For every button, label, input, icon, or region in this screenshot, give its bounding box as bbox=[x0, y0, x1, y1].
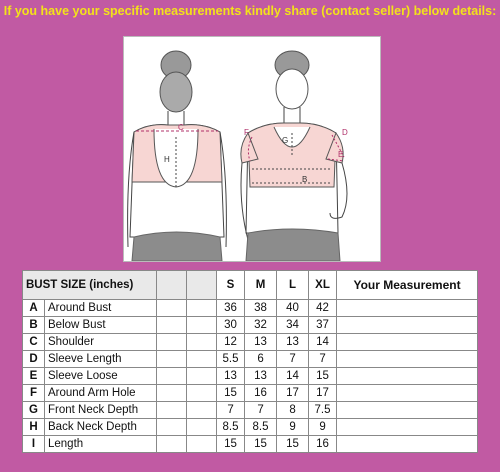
blank-cell bbox=[187, 419, 217, 436]
row-letter: B bbox=[23, 317, 45, 334]
table-row bbox=[23, 351, 478, 368]
size-value: 5.5 bbox=[217, 351, 245, 368]
size-value: 7 bbox=[245, 402, 277, 419]
blank-cell bbox=[187, 351, 217, 368]
blank-cell bbox=[157, 402, 187, 419]
blank-cell bbox=[157, 300, 187, 317]
row-label: Length bbox=[45, 436, 157, 453]
row-letter: F bbox=[23, 385, 45, 402]
size-value: 7.5 bbox=[309, 402, 337, 419]
size-value: 8.5 bbox=[217, 419, 245, 436]
size-value: 6 bbox=[245, 351, 277, 368]
size-value: 16 bbox=[309, 436, 337, 453]
table-row bbox=[23, 334, 478, 351]
row-label: Around Bust bbox=[45, 300, 157, 317]
row-letter: G bbox=[23, 402, 45, 419]
size-value: 42 bbox=[309, 300, 337, 317]
size-header: M bbox=[245, 271, 277, 300]
your-measurement-header: Your Measurement bbox=[337, 271, 478, 300]
blank-cell bbox=[157, 351, 187, 368]
size-value: 12 bbox=[217, 334, 245, 351]
size-value: 9 bbox=[277, 419, 309, 436]
blank-cell bbox=[187, 317, 217, 334]
your-measurement-cell[interactable] bbox=[337, 419, 478, 436]
blank-cell bbox=[187, 368, 217, 385]
blank-cell bbox=[187, 334, 217, 351]
size-value: 7 bbox=[217, 402, 245, 419]
size-value: 15 bbox=[309, 368, 337, 385]
table-row bbox=[23, 317, 478, 334]
blank-cell bbox=[187, 300, 217, 317]
your-measurement-cell[interactable] bbox=[337, 300, 478, 317]
size-value: 15 bbox=[217, 385, 245, 402]
blank-cell bbox=[157, 436, 187, 453]
size-value: 16 bbox=[245, 385, 277, 402]
size-value: 7 bbox=[309, 351, 337, 368]
label-f: F bbox=[244, 128, 249, 137]
row-label: Sleeve Loose bbox=[45, 368, 157, 385]
size-value: 37 bbox=[309, 317, 337, 334]
front-view-figure bbox=[241, 51, 347, 261]
size-value: 7 bbox=[277, 351, 309, 368]
size-value: 13 bbox=[217, 368, 245, 385]
blank-cell bbox=[157, 368, 187, 385]
table-row bbox=[23, 300, 478, 317]
size-value: 14 bbox=[277, 368, 309, 385]
row-letter: E bbox=[23, 368, 45, 385]
blank-cell bbox=[187, 436, 217, 453]
blank-cell bbox=[157, 419, 187, 436]
size-value: 14 bbox=[309, 334, 337, 351]
your-measurement-cell[interactable] bbox=[337, 334, 478, 351]
size-header: S bbox=[217, 271, 245, 300]
row-letter: D bbox=[23, 351, 45, 368]
size-value: 13 bbox=[245, 334, 277, 351]
blank-cell bbox=[187, 402, 217, 419]
table-header-row bbox=[23, 271, 478, 300]
size-value: 36 bbox=[217, 300, 245, 317]
back-view-figure bbox=[128, 51, 227, 261]
your-measurement-cell[interactable] bbox=[337, 402, 478, 419]
header-text: If you have your specific measurements kindly share (contact seller) below details: bbox=[3, 4, 497, 18]
size-value: 9 bbox=[309, 419, 337, 436]
table-row bbox=[23, 385, 478, 402]
measurement-illustration bbox=[123, 36, 381, 262]
row-label: Around Arm Hole bbox=[45, 385, 157, 402]
size-value: 13 bbox=[245, 368, 277, 385]
size-value: 15 bbox=[245, 436, 277, 453]
blank-cell bbox=[157, 317, 187, 334]
size-value: 15 bbox=[277, 436, 309, 453]
label-h: H bbox=[164, 155, 170, 164]
your-measurement-cell[interactable] bbox=[337, 385, 478, 402]
row-letter: I bbox=[23, 436, 45, 453]
size-value: 8.5 bbox=[245, 419, 277, 436]
table-row bbox=[23, 436, 478, 453]
row-letter: A bbox=[23, 300, 45, 317]
row-label: Front Neck Depth bbox=[45, 402, 157, 419]
size-value: 40 bbox=[277, 300, 309, 317]
row-label: Below Bust bbox=[45, 317, 157, 334]
size-value: 8 bbox=[277, 402, 309, 419]
row-label: Sleeve Length bbox=[45, 351, 157, 368]
table-body bbox=[23, 300, 478, 453]
size-value: 17 bbox=[277, 385, 309, 402]
row-letter: C bbox=[23, 334, 45, 351]
size-header: XL bbox=[309, 271, 337, 300]
size-header: L bbox=[277, 271, 309, 300]
row-label: Back Neck Depth bbox=[45, 419, 157, 436]
your-measurement-cell[interactable] bbox=[337, 351, 478, 368]
label-g: G bbox=[282, 136, 289, 145]
label-c: C bbox=[178, 123, 184, 132]
blank-cell bbox=[157, 385, 187, 402]
your-measurement-cell[interactable] bbox=[337, 436, 478, 453]
row-label: Shoulder bbox=[45, 334, 157, 351]
size-value: 13 bbox=[277, 334, 309, 351]
label-e: E bbox=[338, 150, 344, 159]
table-row bbox=[23, 368, 478, 385]
blank-cell bbox=[187, 385, 217, 402]
size-value: 15 bbox=[217, 436, 245, 453]
size-chart-table bbox=[22, 270, 478, 453]
size-value: 38 bbox=[245, 300, 277, 317]
table-row bbox=[23, 402, 478, 419]
size-value: 17 bbox=[309, 385, 337, 402]
size-value: 32 bbox=[245, 317, 277, 334]
size-value: 34 bbox=[277, 317, 309, 334]
your-measurement-cell[interactable] bbox=[337, 317, 478, 334]
size-value: 30 bbox=[217, 317, 245, 334]
row-letter: H bbox=[23, 419, 45, 436]
blank-cell bbox=[157, 334, 187, 351]
table-row bbox=[23, 419, 478, 436]
label-b: B bbox=[302, 175, 308, 184]
your-measurement-cell[interactable] bbox=[337, 368, 478, 385]
bust-size-title: BUST SIZE (inches) bbox=[23, 271, 157, 300]
label-d: D bbox=[342, 128, 348, 137]
